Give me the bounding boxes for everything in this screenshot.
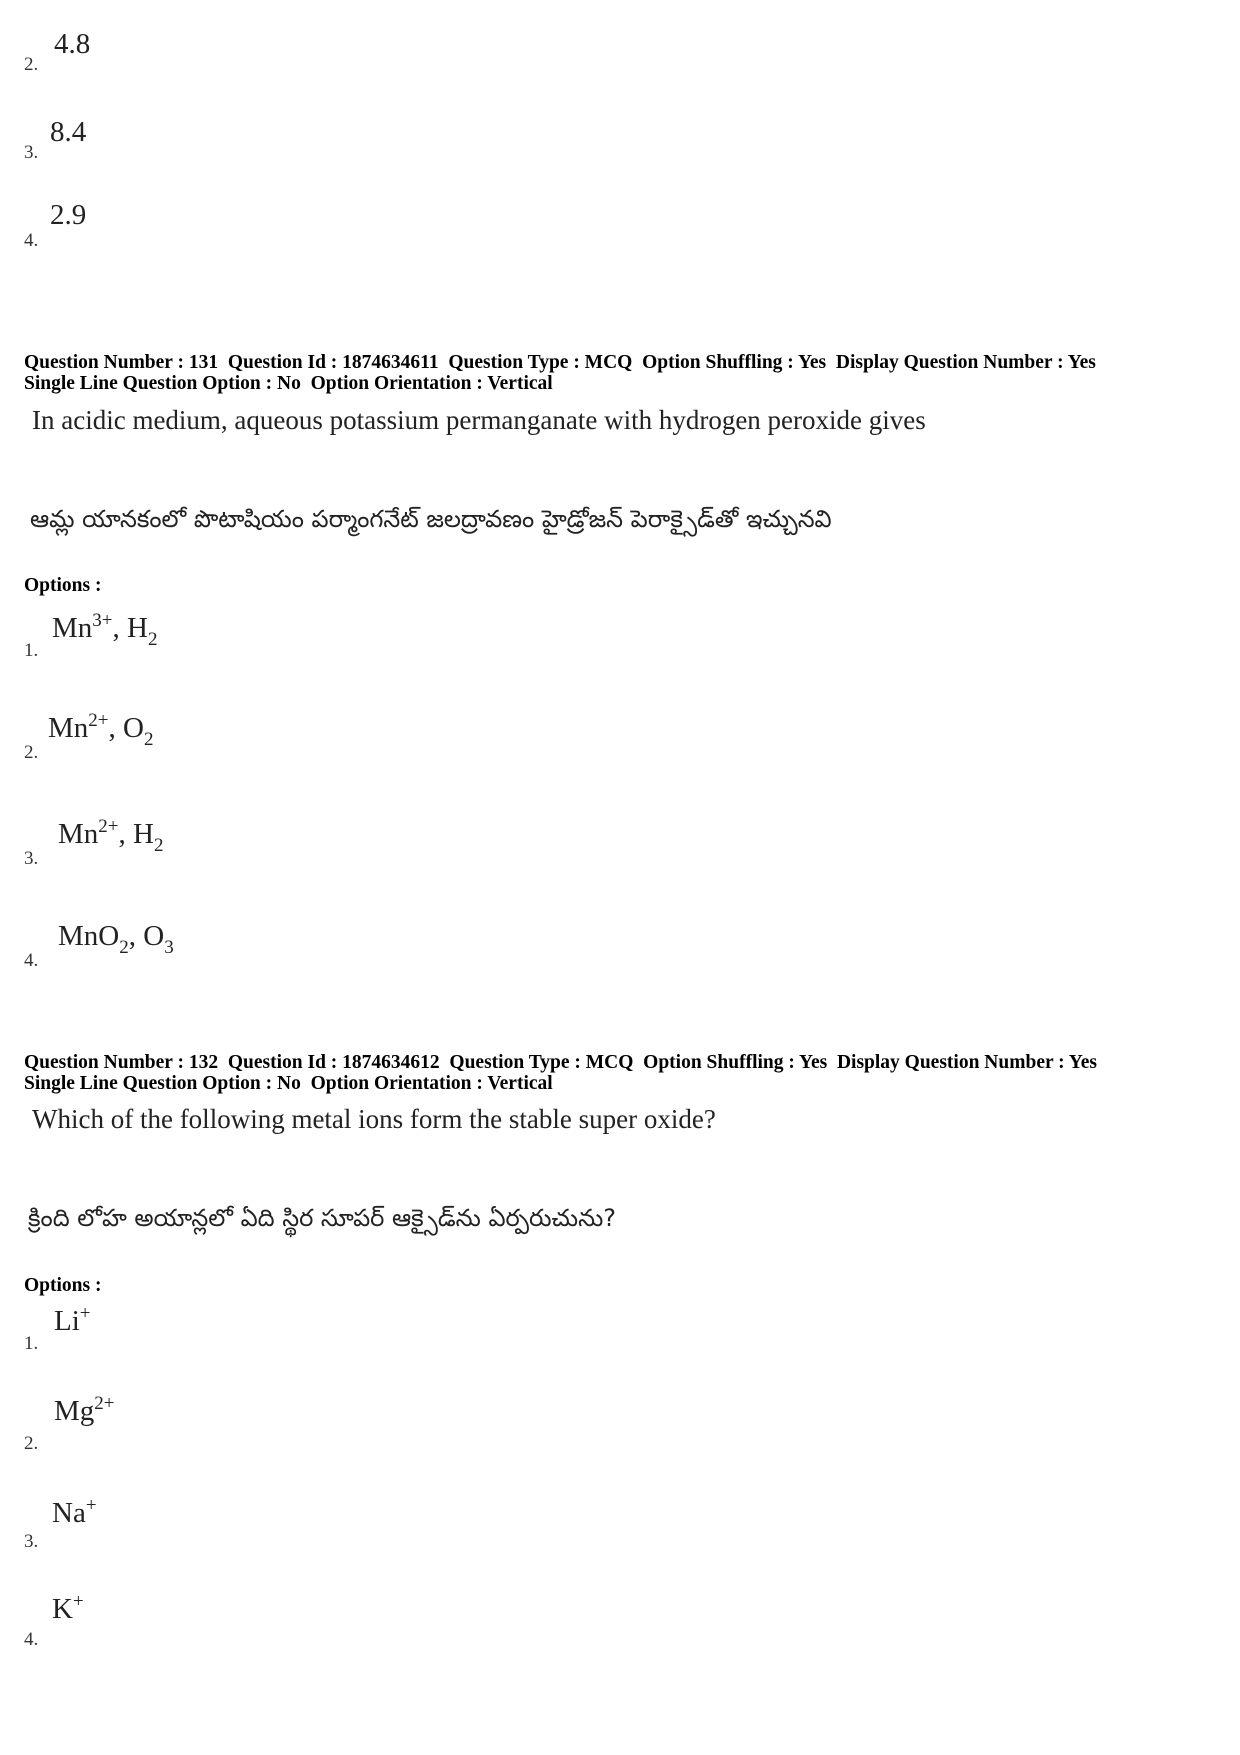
ion-charge: + xyxy=(72,1591,84,1612)
separator-gas: , H xyxy=(118,818,154,850)
ion-symbol: Mn xyxy=(48,712,89,744)
ion-charge: 2+ xyxy=(94,1393,115,1414)
option-formula xyxy=(52,1497,97,1530)
ion-symbol: Mg xyxy=(54,1395,95,1427)
ion-charge: 3+ xyxy=(92,610,113,631)
ion-symbol: Mn xyxy=(52,612,93,644)
separator-gas: , O xyxy=(128,920,165,952)
option-number: 2. xyxy=(24,1433,39,1454)
options-label: Options : xyxy=(24,1275,102,1296)
question-text-telugu: క్రింది లోహ అయాన్లలో ఏది స్థిర సూపర్ ఆక్సైడ్‌ను ఏర్పరుచును? xyxy=(28,1204,616,1232)
option-number: 1. xyxy=(24,1333,39,1354)
question-meta-line2: Single Line Question Option : No Option Orientation : Vertical xyxy=(24,1073,553,1094)
separator-gas: , O xyxy=(108,712,144,744)
ion-symbol: Mn xyxy=(58,818,99,850)
question-meta-line1: Question Number : 132 Question Id : 1874634612 Question Type : MCQ Option Shuffling : Yes Display Question Number : Yes xyxy=(24,1052,1097,1073)
question-text-telugu: ఆమ్ల యానకంలో పొటాషియం పర్మాంగనేట్ జలద్రావణం హైడ్రోజన్ పెరాక్సైడ్‌తో ఇచ్చునవి xyxy=(30,505,832,533)
ion-symbol: Li xyxy=(54,1305,80,1337)
gas-subscript: 2 xyxy=(147,629,158,650)
ion-symbol: K xyxy=(52,1593,73,1625)
option-formula xyxy=(54,1395,115,1428)
compound-subscript: 2 xyxy=(119,937,129,958)
option-formula xyxy=(54,1305,91,1338)
question-meta-line1: Question Number : 131 Question Id : 1874634611 Question Type : MCQ Option Shuffling : Yes Display Question Number : Yes xyxy=(24,352,1096,373)
ion-symbol: Na xyxy=(52,1497,86,1529)
option-number: 1. xyxy=(24,640,39,661)
gas-subscript: 2 xyxy=(153,835,164,856)
options-label: Options : xyxy=(24,575,102,596)
option-number: 3. xyxy=(24,1531,39,1552)
ion-charge: 2+ xyxy=(98,816,119,837)
option-text: 8.4 xyxy=(50,116,87,148)
option-number: 4. xyxy=(24,230,39,251)
option-number: 3. xyxy=(24,848,39,869)
option-number: 4. xyxy=(24,950,39,971)
separator-gas: , H xyxy=(112,612,148,644)
ion-charge: + xyxy=(79,1303,91,1324)
option-number: 3. xyxy=(24,142,39,163)
ion-charge: 2+ xyxy=(88,710,109,731)
question-meta-line2: Single Line Question Option : No Option Orientation : Vertical xyxy=(24,373,553,394)
option-number: 2. xyxy=(24,54,39,75)
option-number: 4. xyxy=(24,1629,39,1650)
question-text-english: In acidic medium, aqueous potassium permanganate with hydrogen peroxide gives xyxy=(32,405,926,435)
option-formula xyxy=(48,710,154,750)
option-formula xyxy=(58,816,164,856)
option-formula xyxy=(58,920,174,958)
option-formula xyxy=(52,610,158,650)
question-text-english: Which of the following metal ions form the stable super oxide? xyxy=(32,1104,716,1134)
gas-subscript: 3 xyxy=(164,937,174,958)
option-text: 4.8 xyxy=(54,28,91,60)
option-text: 2.9 xyxy=(50,199,87,231)
option-formula xyxy=(52,1593,84,1626)
compound-symbol: MnO xyxy=(58,920,120,952)
option-number: 2. xyxy=(24,742,39,763)
gas-subscript: 2 xyxy=(143,729,154,750)
ion-charge: + xyxy=(85,1495,97,1516)
